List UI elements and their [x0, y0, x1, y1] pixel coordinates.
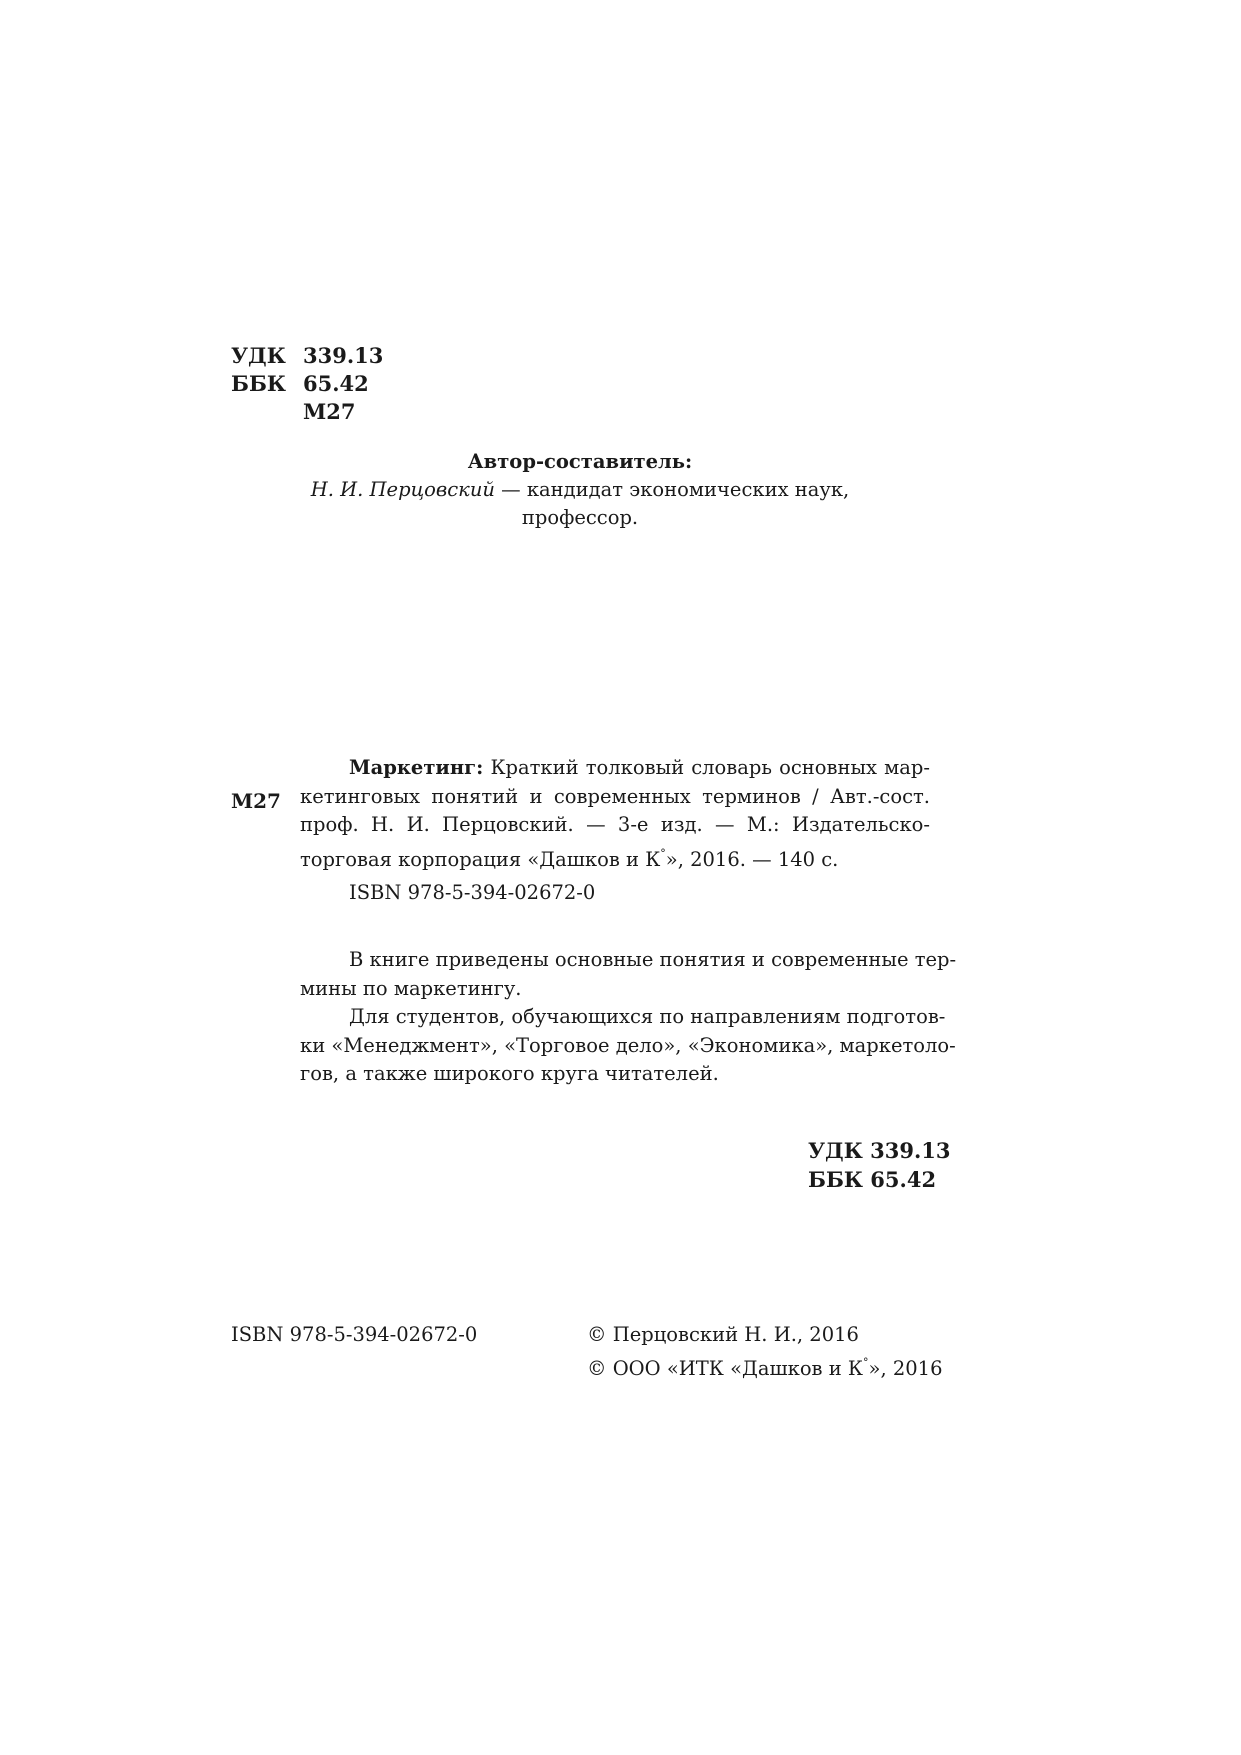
- classification-bottom: [808, 1136, 951, 1194]
- entry-line-4: торговая корпорация «Дашков и К°», 2016. — 140 с.: [300, 846, 839, 871]
- bbk-bottom: ББК 65.42: [808, 1167, 937, 1192]
- author-mark-row: [231, 398, 383, 426]
- udk-value: 339.13: [303, 343, 384, 368]
- degree-mark: °: [863, 1356, 869, 1369]
- author-name: Н. И. Перцовский: [310, 478, 495, 501]
- udk-row: [231, 342, 383, 370]
- entry-isbn: ISBN 978-5-394-02672-0: [349, 881, 596, 904]
- degree-mark: °: [660, 846, 666, 860]
- entry-line-3: проф. Н. И. Перцовский. — 3-е изд. — М.: Издательско-: [300, 813, 930, 836]
- bbk-value: 65.42: [303, 371, 369, 396]
- entry-line-1-text: Краткий толковый словарь основных мар-: [483, 756, 930, 779]
- classification-top: [231, 342, 383, 426]
- bibliographic-entry: [300, 754, 930, 871]
- entry-line-2: кетинговых понятий и современных терминов / Авт.-сост.: [300, 784, 930, 808]
- annotation-line-5: гов, а также широкого круга читателей.: [300, 1062, 719, 1085]
- annotation-line-1: В книге приведены основные понятия и современные тер-: [349, 948, 957, 971]
- bbk-row: [231, 370, 383, 398]
- entry-title: Маркетинг:: [349, 756, 484, 779]
- entry-author-mark: М27: [231, 789, 281, 813]
- author-block: [300, 448, 860, 532]
- author-mark: М27: [303, 399, 356, 424]
- author-description-cont: профессор.: [521, 506, 639, 529]
- copyright-publisher: © ООО «ИТК «Дашков и К°», 2016: [587, 1356, 943, 1380]
- udk-bottom: УДК 339.13: [808, 1138, 951, 1163]
- author-line: [300, 476, 860, 504]
- annotation-line-4: ки «Менеджмент», «Торговое дело», «Экономика», маркетоло-: [300, 1033, 956, 1057]
- author-heading: Автор-составитель:: [467, 450, 693, 473]
- bbk-label: ББК: [231, 371, 286, 396]
- annotation-line-3: Для студентов, обучающихся по направлениям подготов-: [349, 1005, 946, 1028]
- copyright-author: © Перцовский Н. И., 2016: [587, 1323, 859, 1346]
- annotation-line-2: мины по маркетингу.: [300, 976, 522, 1000]
- footer-isbn: ISBN 978-5-394-02672-0: [231, 1323, 478, 1346]
- entry-line-1: [300, 754, 930, 783]
- udk-label: УДК: [231, 343, 286, 368]
- author-description: — кандидат экономических наук,: [494, 478, 850, 501]
- annotation: [300, 946, 957, 1089]
- copyright-block: [587, 1321, 943, 1383]
